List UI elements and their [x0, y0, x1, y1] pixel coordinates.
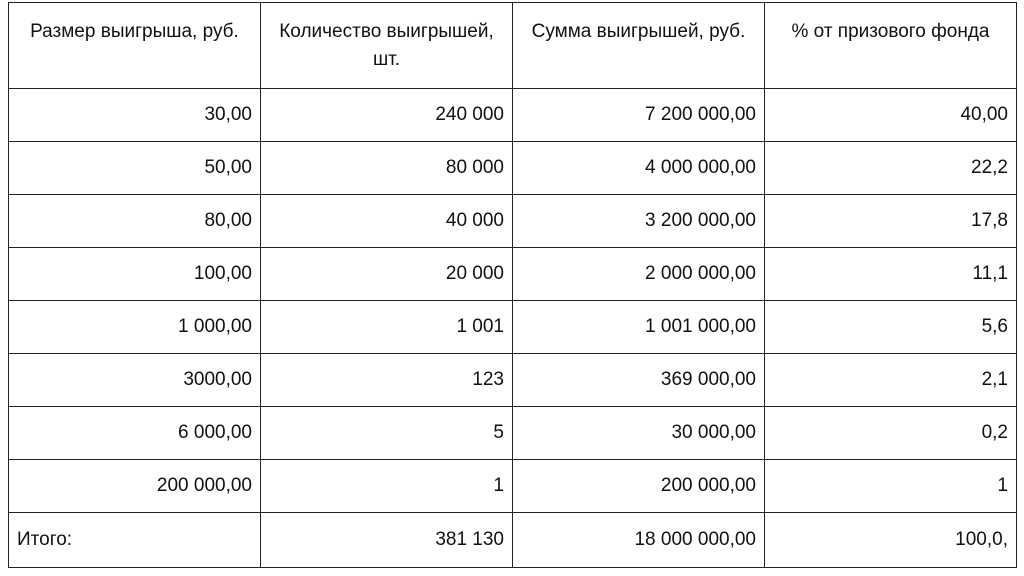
table-row	[9, 195, 1017, 248]
cell-prize-sum: 369 000,00	[513, 354, 765, 407]
total-label: Итого:	[9, 513, 261, 568]
total-percent: 100,0,	[765, 513, 1017, 568]
table-row	[9, 89, 1017, 142]
cell-prize-amount: 80,00	[9, 195, 261, 248]
cell-prize-amount: 200 000,00	[9, 460, 261, 513]
header-prize-fund-percent: % от призового фонда	[765, 3, 1017, 89]
table-total-row	[9, 513, 1017, 568]
cell-prize-count: 1	[261, 460, 513, 513]
cell-prize-amount: 50,00	[9, 142, 261, 195]
cell-prize-amount: 1 000,00	[9, 301, 261, 354]
cell-prize-count: 240 000	[261, 89, 513, 142]
cell-prize-sum: 30 000,00	[513, 407, 765, 460]
table-row	[9, 460, 1017, 513]
cell-prize-amount: 30,00	[9, 89, 261, 142]
header-prize-count: Количество выигрышей, шт.	[261, 3, 513, 89]
cell-prize-count: 40 000	[261, 195, 513, 248]
cell-prize-sum: 2 000 000,00	[513, 248, 765, 301]
table-row	[9, 354, 1017, 407]
cell-prize-count: 1 001	[261, 301, 513, 354]
cell-prize-percent: 40,00	[765, 89, 1017, 142]
cell-prize-amount: 3000,00	[9, 354, 261, 407]
cell-prize-sum: 3 200 000,00	[513, 195, 765, 248]
cell-prize-count: 80 000	[261, 142, 513, 195]
table-row	[9, 301, 1017, 354]
cell-prize-percent: 1	[765, 460, 1017, 513]
cell-prize-count: 123	[261, 354, 513, 407]
table-header-row	[9, 3, 1017, 89]
cell-prize-count: 5	[261, 407, 513, 460]
document-page	[8, 2, 1016, 568]
total-count: 381 130	[261, 513, 513, 568]
table-row	[9, 248, 1017, 301]
cell-prize-sum: 4 000 000,00	[513, 142, 765, 195]
total-sum: 18 000 000,00	[513, 513, 765, 568]
cell-prize-percent: 5,6	[765, 301, 1017, 354]
cell-prize-amount: 6 000,00	[9, 407, 261, 460]
table-row	[9, 407, 1017, 460]
prize-distribution-table	[8, 2, 1017, 568]
header-prize-sum: Сумма выигрышей, руб.	[513, 3, 765, 89]
cell-prize-percent: 0,2	[765, 407, 1017, 460]
cell-prize-percent: 11,1	[765, 248, 1017, 301]
cell-prize-percent: 22,2	[765, 142, 1017, 195]
cell-prize-sum: 1 001 000,00	[513, 301, 765, 354]
header-prize-amount: Размер выигрыша, руб.	[9, 3, 261, 89]
cell-prize-sum: 200 000,00	[513, 460, 765, 513]
cell-prize-percent: 17,8	[765, 195, 1017, 248]
cell-prize-sum: 7 200 000,00	[513, 89, 765, 142]
cell-prize-percent: 2,1	[765, 354, 1017, 407]
cell-prize-amount: 100,00	[9, 248, 261, 301]
cell-prize-count: 20 000	[261, 248, 513, 301]
table-row	[9, 142, 1017, 195]
